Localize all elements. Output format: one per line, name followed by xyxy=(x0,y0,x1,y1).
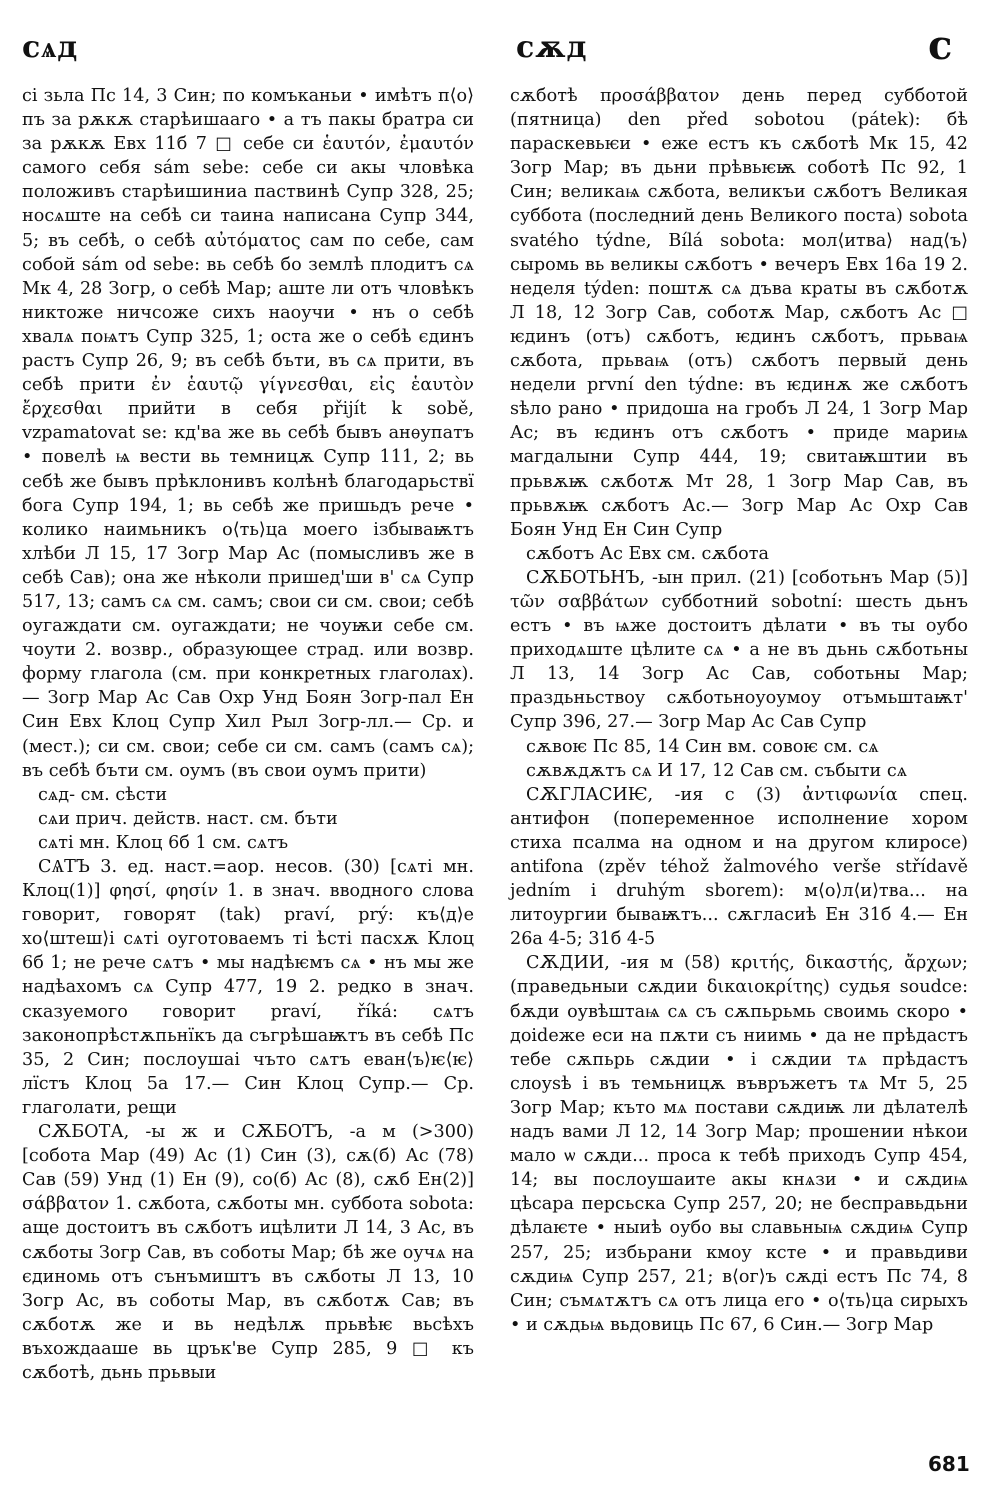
cross-reference: сѫвоѥ Пс 85, 14 Син вм. совоѥ см. сѧ xyxy=(526,736,879,757)
dictionary-entry: СѪБОТЬНЪ, -ын прил. (21) [соботьнъ Мар (5)] τῶν σαββάτων субботний sobotní: шесть дьнъ естъ • въ ѩже достоитъ дѣлати • въ ты оубо приходѧште цѣлите сѧ • а не въ дьнь сѫботьны Л 13, 14 Зогр Ас Сав, соботьны Мар; праздьньствоу сѫботьноуоумоу отъмьштаѭт' Супр 396, 27.— Зогр Мар Ас Сав Супр xyxy=(510,567,968,733)
running-head-letter: с xyxy=(928,22,954,69)
page-number: 681 xyxy=(928,1452,970,1476)
right-column xyxy=(510,84,968,1337)
cross-reference: сѧті мн. Клоц 6б 1 см. сѧтъ xyxy=(38,832,289,853)
dictionary-entry: СѪБОТА, -ы ж и СѪБОТЪ, -а м (>300) [собота Мар (49) Ас (1) Син (3), сѫ(б) Ас (78) Сав (59) Унд (1) Ен (9), со(б) Ас (8), сѫб Ен(2)] σάββατον 1. сѫбота, сѫботы мн. суббота sobota: аще достоитъ въ сѫботъ ицѣлити Л 14, 3 Ас, въ сѫботы Зогр Сав, въ соботы Мар; бѣ же оучѧ на єдиномь отъ сънъмиштъ въ сѫботы Л 13, 10 Зогр Ас, въ соботы Мар, въ сѫботѫ Сав; въ сѫботѫ же и вь недѣлѫ прьвѣѥ вьсѣхъ въхождааше вь црък'ве Супр 285, 9 □ къ сѫботѣ, дьнь прьвыи xyxy=(22,1122,474,1383)
entry-paragraph: сі зьла Пс 14, 3 Син; по комъканьи • имѣтъ п⟨о⟩пъ за рѫкѫ старѣишааго • а тъ пакы братра си за рѫкѫ Евх 11б 7 □ себе си ἑαυτόν, ἐμαυτόν самого себя sám sebe: себе си акы чловѣка положивъ старѣишиниа паствинѣ Супр 328, 25; носѧште на себѣ си таина написана Супр 344, 5; въ себѣ, о себѣ αὐτόματος сам по себе, сам собой sám od sebe: вь себѣ бо землѣ плодитъ сѧ Мк 4, 28 Зогр, о себѣ Мар; аште ли отъ чловѣкъ никтоже ничсоже сихъ наоучи • нъ о себѣ хвалѧ поѩтъ Супр 325, 1; оста же о себѣ єдинъ растъ Супр 26, 9; въ себѣ бъти, въ сѧ прити, въ себѣ прити ἐν ἑαυτῷ γίγνεσθαι, εἰς ἑαυτὸν ἔρχεσθαι прийти в себя přijít k sobě, vzpamatovat se: кд'ва же вь себѣ бывъ анѳупатъ • повелѣ ѩ вести вь темницѫ Супр 111, 2; вь себѣ же бывъ прѣклонивъ колѣнѣ благодарьствї бога Супр 194, 1; вь себѣ же пришьдъ рече • колико наимьникъ о⟨ть⟩ца моего ізбываѭтъ хлѣби Л 15, 17 Зогр Мар Ас (помысливъ же в себѣ Сав); она же нѣколи пришед'ши в' сѧ Супр 517, 13; самъ сѧ см. самъ; свои си см. свои; себѣ оугаждати см. оугаждати; не чоуѭи себе см. чоути 2. возвр., образующее страд. или возвр. форму глагола (см. при конкретных глаголах).— Зогр Мар Ас Сав Охр Унд Боян Зогр-пал Ен Син Евх Клоц Супр Хил Рыл Зогр-лл.— Ср. и (мест.); си см. свои; себе си см. самъ (самъ сѧ); въ себѣ бъти см. оумъ (въ свои оумъ прити) xyxy=(22,86,474,781)
cross-reference: сѫботъ Ас Евх см. сѫбота xyxy=(526,543,769,564)
cross-reference: сѧд- см. сѣсти xyxy=(38,784,168,805)
cross-reference: сѧи прич. действ. наст. см. бъти xyxy=(38,808,338,829)
entry-paragraph: сѫботѣ προσάββατον день перед субботой (пятница) den před sobotou (pátek): бѣ параскевьѥи • еже естъ къ сѫботѣ Мк 15, 42 Зогр Мар; въ дьни прѣвьѥѭ соботѣ Пс 92, 1 Син; великаѩ сѫбота, великъи сѫботъ Великая суббота (последний день Великого поста) sobota svatého týdne, Bílá sobota: мол⟨итва⟩ над⟨ъ⟩ сыромь вь великы сѫботъ • вечеръ Евх 16а 19 2. неделя týden: поштѫ сѧ дъва краты въ сѫботѫ Л 18, 12 Зогр Сав, соботѫ Мар, сѫботъ Ас □ ѥдинъ (отъ) сѫботъ, ѥдинъ сѫботъ, прьваѩ сѫбота, прьваѩ (отъ) сѫботъ первый день недели první den týdne: въ ѥдинѫ же сѫботъ ѕѣло рано • придоша на гробъ Л 24, 1 Зогр Мар Ас; въ ѥдинъ отъ сѫботъ • приде мариѩ магдалыни Супр 444, 19; свитаѭштии въ прьвѫѭ сѫботѫ Мт 28, 1 Зогр Мар Сав, въ прьвѫѭ сѫботъ Ас.— Зогр Мар Ас Охр Сав Боян Унд Ен Син Супр xyxy=(510,86,968,540)
running-head-left: сѧд xyxy=(22,30,79,65)
dictionary-entry: СѪДИИ, -ия м (58) κριτής, δικαστής, ἄρχων; (праведьныи сѫдии δικαιοκρίτης) судья soudce: бѫди оувѣштаѩ сѧ съ сѫпьрьмь своимь скоро • доideже еси на пѫти съ ниимь • да не прѣдастъ тебе сѫпьрь сѫдии • і сѫдии тѧ прѣдастъ слоуѕѣ і въ темьницѫ въвръжетъ тѧ Мт 5, 25 Зогр Мар; къто мѧ постави сѫдиѭ ли дѣлателѣ надъ вами Л 12, 14 Зогр Мар; прошении нѣкои мало ѡ сѫди... проса к тебѣ приходъ Супр 454, 14; вы послоушаите акы кнѧзи • и сѫдиѩ цѣсара персьска Супр 257, 20; не бесправьдьни дѣлаѥте • ныиѣ оубо вы славьныѩ сѫдиѩ Супр 257, 25; избьрани кмоу ксте • и правьдиви сѫдиѩ Супр 257, 21; в⟨ог⟩ъ сѫді естъ Пс 74, 8 Син; съмѧтѫтъ сѧ отъ лица его • о⟨ть⟩ца сирыхъ • и сѫдьѩ вьдовиць Пс 67, 6 Син.— Зогр Мар xyxy=(510,953,968,1335)
running-head-middle: сѫд xyxy=(516,30,588,65)
left-column xyxy=(22,84,474,1385)
cross-reference: сѫвѫдѫтъ сѧ И 17, 12 Сав см. събыти сѧ xyxy=(526,760,908,781)
dictionary-entry: СѦТЪ 3. ед. наст.=аор. несов. (30) [сѧті мн. Клоц(1)] φησί, φησίν 1. в знач. вводного слова говорит, говорят (tak) praví, prý: къ⟨д⟩е хо⟨штеш⟩і сѧті оуготоваемъ ті ѣсті пасхѫ Клоц 6б 1; не рече сѧтъ • мы надѣѥмъ сѧ • нъ мы же надѣахомъ сѧ Супр 477, 19 2. редко в знач. сказуемого говорит praví, říká: сѧтъ законопрѣстѫпьнїкъ да съгрѣшаѭтъ въ себѣ Пс 35, 2 Син; послоушаі чъто сѧтъ еван⟨ъ⟩ѥ⟨ѥ⟩лїстъ Клоц 5а 17.— Син Клоц Супр.— Ср. глаголати, рещи xyxy=(22,857,474,1118)
dictionary-entry: СѪГЛАСИѤ, -ия с (3) ἀντιφωνία спец. антифон (попеременное исполнение хором стиха псалма на одном и на другом клиросе) antifona (zpěv téhož žalmového verše střídavě jedním i druhým sborem): м⟨о⟩л⟨и⟩тва... на литоургии бываѭтъ... сѫгласиѣ Ен 31б 4.— Ен 26а 4-5; 31б 4-5 xyxy=(510,784,968,950)
